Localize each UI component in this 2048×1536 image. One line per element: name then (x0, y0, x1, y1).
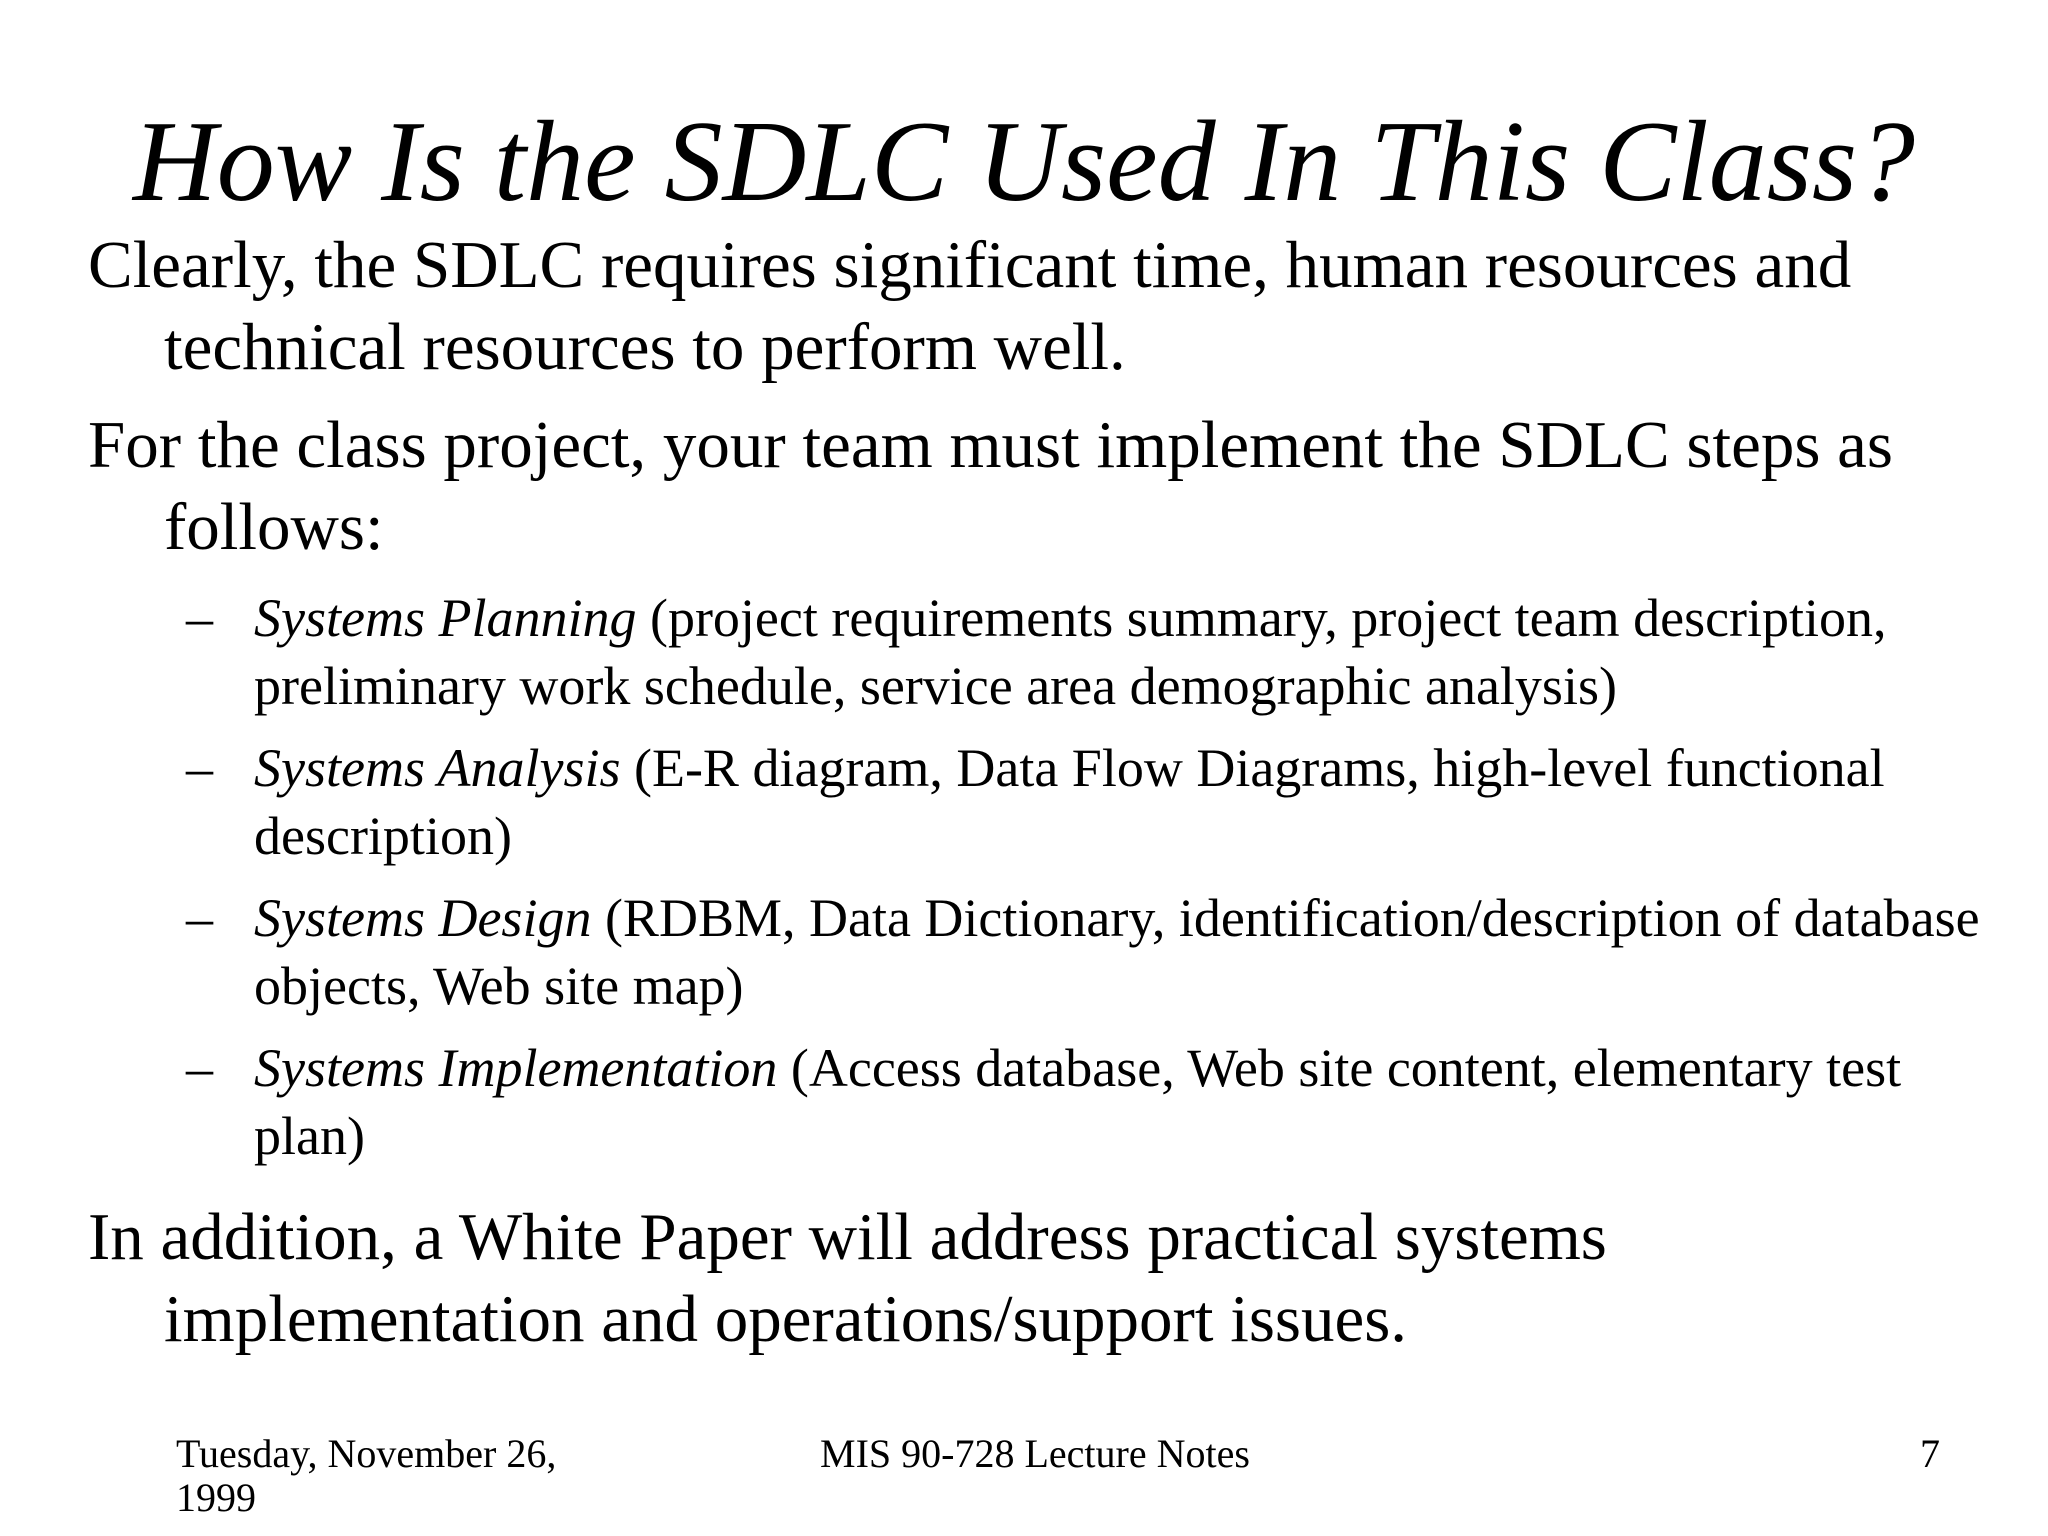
footer-page-number: 7 (1920, 1431, 1940, 1476)
dash-marker: – (186, 738, 213, 798)
list-item-systems-design (88, 884, 1988, 1020)
step-detail: (RDBM, Data Dictionary, identification/description of database objects, Web site map) (254, 888, 1980, 1016)
step-detail: (Access database, Web site content, elementary test plan) (254, 1038, 1902, 1166)
slide-title: How Is the SDLC Used In This Class? (132, 98, 1916, 226)
paragraph-white-paper: In addition, a White Paper will address practical systems implementation and operations/support issues. (88, 1200, 1607, 1356)
dash-marker: – (186, 888, 213, 948)
step-term: Systems Implementation (254, 1038, 778, 1098)
list-item-systems-implementation (88, 1034, 1988, 1170)
dash-marker: – (186, 588, 213, 648)
step-term: Systems Analysis (254, 738, 621, 798)
footer-date: Tuesday, November 26, 1999 (176, 1431, 557, 1520)
step-detail: (project requirements summary, project team description, preliminary work schedule, service area demographic analysis) (254, 588, 1887, 716)
step-term: Systems Design (254, 888, 592, 948)
slide-content (88, 224, 1988, 1376)
paragraph-sdlc-requirements: Clearly, the SDLC requires significant time, human resources and technical resources to perform well. (88, 228, 1852, 384)
step-term: Systems Planning (254, 588, 637, 648)
list-item-systems-analysis (88, 734, 1988, 870)
paragraph-class-project: For the class project, your team must implement the SDLC steps as follows: (88, 408, 1893, 564)
step-detail: (E-R diagram, Data Flow Diagrams, high-level functional description) (254, 738, 1885, 866)
list-item-systems-planning (88, 584, 1988, 720)
footer-course-title: MIS 90-728 Lecture Notes (820, 1431, 1250, 1476)
dash-marker: – (186, 1038, 213, 1098)
sdlc-steps-list (88, 584, 1988, 1170)
